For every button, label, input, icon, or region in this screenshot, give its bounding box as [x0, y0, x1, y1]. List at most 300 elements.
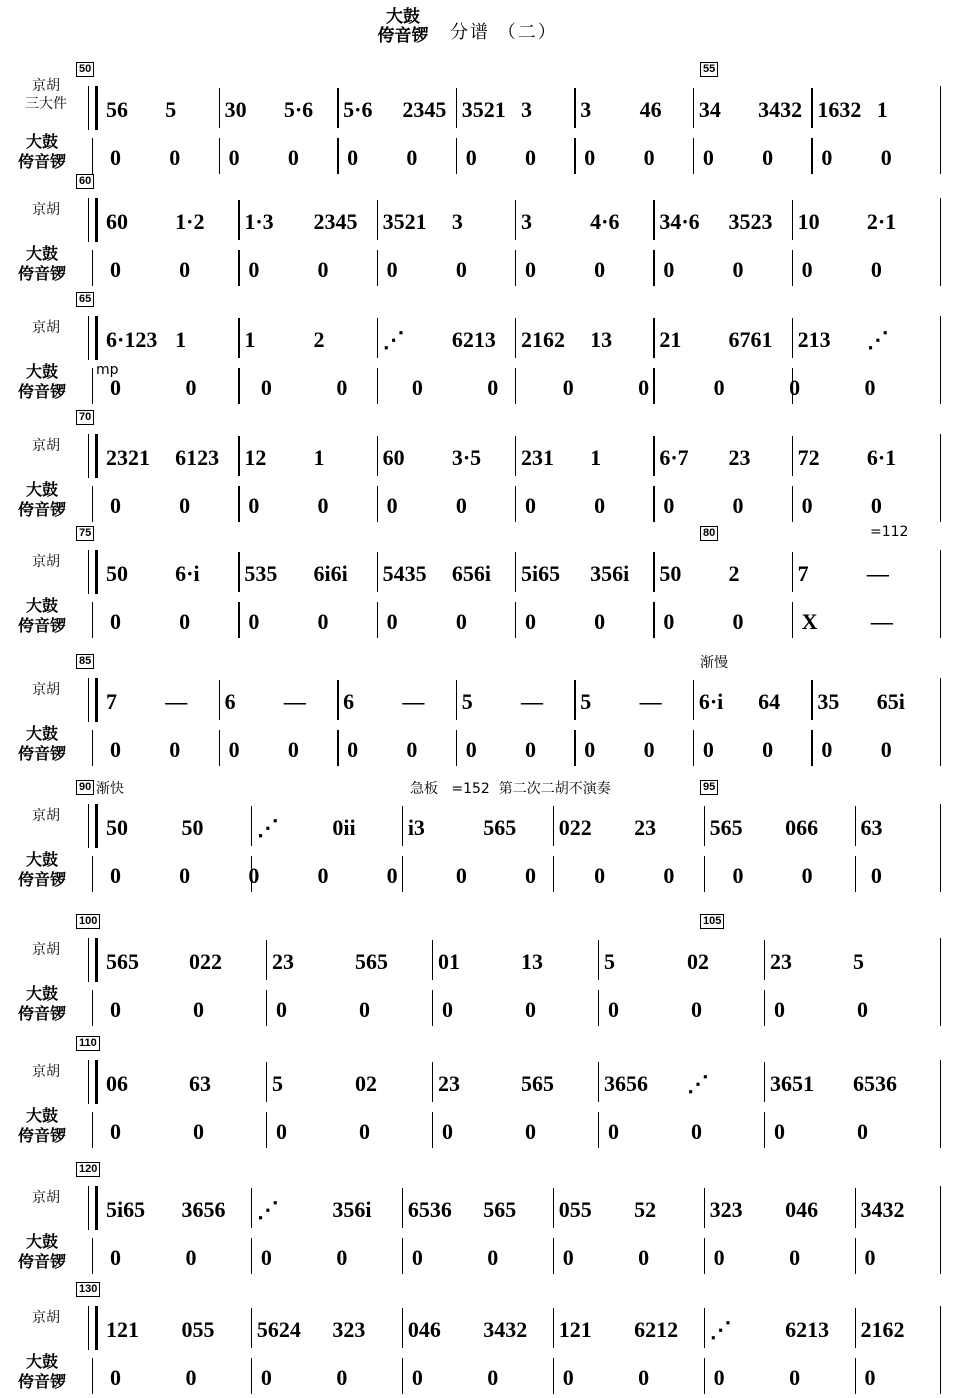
measure-barline — [704, 1238, 705, 1274]
title-badge-drum: 大鼓 — [386, 7, 420, 27]
measure-barline — [266, 1112, 267, 1148]
jianpu-note: 022 — [558, 815, 592, 840]
part-label-gong: 侉音锣 — [17, 870, 66, 889]
jianpu-note: 5 — [461, 689, 473, 714]
measure-barline — [855, 1358, 856, 1394]
measure-barline — [855, 806, 856, 846]
jianpu-note: 121 — [106, 1317, 139, 1342]
measure-barline — [238, 486, 239, 522]
measure-barline — [574, 730, 575, 766]
system-3 — [0, 290, 964, 408]
measure-number: 95 — [700, 780, 718, 795]
part-label-jinghu: 京胡 — [32, 78, 60, 94]
jianpu-note: 3651 — [770, 1071, 814, 1096]
jianpu-note: 022 — [189, 949, 222, 974]
jianpu-note: 56 — [106, 97, 128, 122]
part-label-drum: 大鼓 — [25, 724, 58, 743]
jianpu-note: 3 — [451, 209, 463, 234]
measure-barline — [251, 1238, 252, 1274]
system-2 — [0, 172, 964, 290]
measure-number: 65 — [76, 292, 94, 307]
percussion-note: 0 — [638, 375, 650, 400]
start-double-barline — [88, 316, 98, 360]
percussion-note: 0 — [442, 1119, 453, 1144]
percussion-note: 0 — [110, 493, 121, 518]
jianpu-note: 5i65 — [106, 1197, 146, 1222]
measure-barline — [219, 138, 220, 174]
percussion-note: 0 — [455, 863, 467, 888]
measure-barline — [811, 138, 812, 174]
percussion-note: 0 — [789, 375, 801, 400]
percussion-note: 0 — [732, 257, 744, 282]
staff-left-barline — [92, 1358, 93, 1394]
measure-barline — [764, 940, 765, 980]
percussion-note: 0 — [691, 1119, 702, 1144]
jianpu-note: 7 — [797, 561, 809, 586]
jianpu-note: 2162 — [860, 1317, 905, 1342]
jianpu-note: 1 — [244, 327, 256, 352]
percussion-note: 0 — [276, 997, 287, 1022]
measure-barline — [653, 200, 654, 240]
tempo-change-marking: 渐慢 — [700, 655, 728, 671]
jianpu-note: ⋰ — [256, 815, 279, 840]
staff-right-barline — [940, 198, 941, 286]
percussion-note: 0 — [762, 737, 774, 762]
jianpu-note: ⋰ — [709, 1317, 732, 1342]
jianpu-note: 6·i — [698, 689, 724, 714]
percussion-note: 0 — [774, 1119, 785, 1144]
measure-barline — [515, 486, 516, 522]
percussion-note: 0 — [248, 609, 260, 634]
jianpu-note: 6213 — [451, 327, 496, 352]
jianpu-note: 656i — [451, 561, 491, 586]
measure-barline — [456, 88, 457, 128]
measure-barline — [238, 200, 239, 240]
jianpu-note: 5 — [165, 97, 177, 122]
jianpu-note: 3 — [521, 209, 532, 234]
measure-number: 100 — [76, 914, 100, 929]
percussion-note: 0 — [663, 257, 675, 282]
measure-barline — [553, 856, 554, 892]
percussion-note: 0 — [411, 1365, 423, 1390]
percussion-note: 0 — [110, 997, 121, 1022]
percussion-note: 0 — [260, 375, 272, 400]
staff-left-barline — [92, 990, 93, 1026]
part-label-jinghu: 京胡 — [32, 682, 60, 698]
jianpu-note: — — [283, 689, 306, 714]
percussion-note: 0 — [228, 145, 240, 170]
system-9 — [0, 1034, 964, 1152]
percussion-note: 0 — [359, 997, 370, 1022]
percussion-note: 0 — [713, 1245, 725, 1270]
percussion-note: 0 — [864, 1245, 876, 1270]
title-badge-gong: 侉音锣 — [377, 26, 429, 46]
jianpu-note: 23 — [438, 1071, 460, 1096]
jianpu-note: 3 — [580, 97, 592, 122]
measure-barline — [764, 990, 765, 1026]
measure-barline — [251, 1358, 252, 1394]
part-label-drum: 大鼓 — [25, 132, 58, 151]
measure-barline — [598, 940, 599, 980]
measure-number: 90 — [76, 780, 94, 795]
part-label-gong: 侉音锣 — [17, 152, 66, 171]
measure-barline — [402, 1238, 403, 1274]
jianpu-note: 34·6 — [659, 209, 700, 234]
jianpu-note: 6·1 — [866, 445, 897, 470]
jianpu-note: 50 — [181, 815, 204, 840]
jianpu-note: 7 — [106, 689, 117, 714]
percussion-note: 0 — [110, 375, 121, 400]
part-label-jinghu: 京胡 — [32, 808, 60, 824]
measure-barline — [251, 1188, 252, 1228]
part-label-sandajian: 三大件 — [25, 96, 67, 112]
jianpu-note: 6i6i — [313, 561, 348, 586]
staff-left-barline — [92, 138, 93, 174]
start-double-barline — [88, 86, 98, 130]
percussion-note: 0 — [193, 1119, 204, 1144]
jianpu-note: 3432 — [483, 1317, 528, 1342]
part-label-drum: 大鼓 — [25, 1106, 58, 1125]
tempo-change-marking: 渐快 — [96, 781, 124, 797]
percussion-note: 0 — [864, 1365, 876, 1390]
measure-barline — [653, 602, 654, 638]
jianpu-note: 3523 — [728, 209, 773, 234]
page-title: 分谱 （二） — [450, 22, 558, 43]
measure-barline — [402, 1188, 403, 1228]
part-label-gong: 侉音锣 — [17, 264, 66, 283]
measure-barline — [553, 1358, 554, 1394]
jianpu-note: 565 — [106, 949, 139, 974]
jianpu-note: 6536 — [853, 1071, 897, 1096]
measure-barline — [266, 990, 267, 1026]
jianpu-note: 1 — [175, 327, 187, 352]
jianpu-note: 066 — [785, 815, 819, 840]
percussion-note: 0 — [562, 1365, 574, 1390]
system-7 — [0, 778, 964, 896]
measure-barline — [377, 552, 378, 592]
measure-barline — [266, 940, 267, 980]
measure-barline — [574, 138, 575, 174]
part-label-drum: 大鼓 — [25, 244, 58, 263]
start-double-barline — [88, 550, 98, 594]
measure-barline — [553, 1238, 554, 1274]
start-double-barline — [88, 1306, 98, 1350]
jianpu-note: ⋰ — [687, 1071, 709, 1096]
part-label-drum: 大鼓 — [25, 1232, 58, 1251]
staff-right-barline — [940, 678, 941, 766]
measure-barline — [855, 856, 856, 892]
jianpu-note: 3432 — [758, 97, 803, 122]
percussion-note: 0 — [638, 1365, 650, 1390]
percussion-note: 0 — [228, 737, 240, 762]
percussion-note: 0 — [487, 1245, 499, 1270]
measure-number: 80 — [700, 526, 718, 541]
percussion-note: 0 — [347, 145, 359, 170]
percussion-note: X — [801, 609, 818, 634]
measure-barline — [515, 552, 516, 592]
percussion-note: 0 — [110, 609, 121, 634]
measure-barline — [553, 1188, 554, 1228]
jianpu-note: 3521 — [382, 209, 427, 234]
measure-barline — [515, 368, 516, 404]
staff-left-barline — [92, 730, 93, 766]
jianpu-note: 2·1 — [866, 209, 897, 234]
measure-barline — [855, 1188, 856, 1228]
part-label-gong: 侉音锣 — [17, 1004, 66, 1023]
percussion-note: 0 — [411, 375, 423, 400]
percussion-note: 0 — [789, 1245, 801, 1270]
percussion-note: 0 — [110, 1119, 121, 1144]
percussion-note: 0 — [702, 737, 714, 762]
jianpu-note: 6212 — [634, 1317, 679, 1342]
part-label-gong: 侉音锣 — [17, 382, 66, 401]
measure-barline — [598, 1062, 599, 1102]
percussion-note: 0 — [248, 863, 260, 888]
percussion-note: 0 — [179, 863, 191, 888]
jianpu-note: 23 — [634, 815, 657, 840]
measure-number: 70 — [76, 410, 94, 425]
start-double-barline — [88, 198, 98, 242]
staff-left-barline — [92, 1112, 93, 1148]
jianpu-note: 6 — [343, 689, 355, 714]
measure-barline — [811, 680, 812, 720]
jianpu-note: 5 — [272, 1071, 283, 1096]
percussion-note: 0 — [317, 257, 329, 282]
percussion-note: 0 — [880, 145, 892, 170]
percussion-note: 0 — [594, 863, 606, 888]
jianpu-note: 50 — [659, 561, 682, 586]
percussion-note: 0 — [276, 1119, 287, 1144]
system-11 — [0, 1280, 964, 1398]
percussion-note: 0 — [406, 145, 418, 170]
jianpu-note: 565 — [483, 1197, 517, 1222]
percussion-note: 0 — [185, 1245, 197, 1270]
percussion-note: 0 — [643, 737, 655, 762]
part-label-gong: 侉音锣 — [17, 616, 66, 635]
percussion-note: 0 — [386, 493, 398, 518]
tempo-marking: 急板 =152 第二次二胡不演奏 — [410, 781, 611, 797]
jianpu-note: 60 — [382, 445, 405, 470]
system-1 — [0, 60, 964, 178]
jianpu-note: 323 — [709, 1197, 743, 1222]
measure-barline — [653, 436, 654, 476]
percussion-note: 0 — [179, 609, 191, 634]
measure-barline — [337, 88, 338, 128]
staff-right-barline — [940, 550, 941, 638]
jianpu-note: 64 — [758, 689, 781, 714]
jianpu-note: 72 — [797, 445, 820, 470]
percussion-note: 0 — [110, 145, 121, 170]
measure-barline — [377, 486, 378, 522]
measure-barline — [377, 602, 378, 638]
percussion-note: 0 — [185, 1365, 197, 1390]
percussion-note: 0 — [317, 609, 329, 634]
jianpu-note: 50 — [106, 815, 128, 840]
jianpu-note: 6·i — [175, 561, 200, 586]
percussion-note: 0 — [386, 609, 398, 634]
percussion-note: 0 — [584, 145, 596, 170]
measure-barline — [792, 436, 793, 476]
jianpu-note: 1632 — [817, 97, 862, 122]
jianpu-note: 46 — [639, 97, 662, 122]
measure-barline — [855, 1238, 856, 1274]
jianpu-note: 3656 — [181, 1197, 226, 1222]
jianpu-note: 5 — [604, 949, 615, 974]
percussion-note: 0 — [442, 997, 453, 1022]
measure-number: 110 — [76, 1036, 100, 1051]
measure-barline — [792, 200, 793, 240]
measure-barline — [432, 940, 433, 980]
percussion-note: 0 — [317, 493, 329, 518]
percussion-note: 0 — [455, 493, 467, 518]
percussion-note: 0 — [347, 737, 359, 762]
percussion-note: 0 — [487, 375, 499, 400]
percussion-note: 0 — [179, 257, 191, 282]
measure-barline — [653, 250, 654, 286]
percussion-note: 0 — [287, 737, 299, 762]
percussion-note: 0 — [336, 375, 348, 400]
measure-barline — [456, 680, 457, 720]
jianpu-note: i3 — [407, 815, 425, 840]
jianpu-note: ⋰ — [382, 327, 405, 352]
jianpu-note: 1 — [590, 445, 602, 470]
jianpu-note: 2345 — [313, 209, 358, 234]
measure-barline — [219, 680, 220, 720]
jianpu-note: 535 — [244, 561, 278, 586]
jianpu-note: 356i — [332, 1197, 372, 1222]
jianpu-note: 6 — [224, 689, 236, 714]
percussion-note: 0 — [406, 737, 418, 762]
jianpu-note: 30 — [224, 97, 247, 122]
title-block — [360, 4, 620, 54]
dynamic-marking: mp — [96, 362, 119, 378]
percussion-note: 0 — [260, 1245, 272, 1270]
measure-barline — [515, 602, 516, 638]
jianpu-note: ⋰ — [256, 1197, 279, 1222]
percussion-note: 0 — [870, 493, 882, 518]
system-5 — [0, 524, 964, 642]
measure-barline — [553, 806, 554, 846]
measure-barline — [792, 552, 793, 592]
measure-barline — [574, 88, 575, 128]
jianpu-note: 6123 — [175, 445, 220, 470]
jianpu-note: 2 — [728, 561, 740, 586]
jianpu-note: 3521 — [461, 97, 506, 122]
jianpu-note: 63 — [189, 1071, 211, 1096]
percussion-note: 0 — [801, 257, 813, 282]
measure-barline — [811, 730, 812, 766]
jianpu-note: 13 — [521, 949, 543, 974]
percussion-note: 0 — [821, 737, 833, 762]
part-label-gong: 侉音锣 — [17, 500, 66, 519]
part-label-jinghu: 京胡 — [32, 202, 60, 218]
percussion-note: 0 — [525, 997, 536, 1022]
jianpu-note: 10 — [797, 209, 820, 234]
percussion-note: 0 — [870, 863, 882, 888]
measure-barline — [515, 436, 516, 476]
percussion-note: 0 — [774, 997, 785, 1022]
percussion-note: 0 — [857, 1119, 868, 1144]
system-6 — [0, 652, 964, 770]
percussion-note: 0 — [525, 737, 536, 762]
percussion-note: 0 — [110, 863, 121, 888]
part-label-drum: 大鼓 — [25, 596, 58, 615]
start-double-barline — [88, 1060, 98, 1104]
measure-barline — [266, 1062, 267, 1102]
staff-right-barline — [940, 1060, 941, 1148]
percussion-note: 0 — [594, 493, 606, 518]
percussion-note: 0 — [411, 1245, 423, 1270]
percussion-note: 0 — [562, 375, 574, 400]
measure-number: 75 — [76, 526, 94, 541]
measure-barline — [251, 806, 252, 846]
measure-barline — [377, 250, 378, 286]
jianpu-note: 23 — [770, 949, 792, 974]
measure-barline — [238, 250, 239, 286]
percussion-note: 0 — [386, 863, 398, 888]
percussion-note: 0 — [386, 257, 398, 282]
jianpu-note: — — [639, 689, 662, 714]
percussion-note: 0 — [110, 257, 121, 282]
measure-barline — [598, 990, 599, 1026]
measure-barline — [553, 1308, 554, 1348]
percussion-note: 0 — [248, 493, 260, 518]
percussion-note: 0 — [864, 375, 876, 400]
measure-barline — [653, 368, 654, 404]
percussion-note: 0 — [193, 997, 204, 1022]
measure-barline — [764, 1062, 765, 1102]
percussion-note: 0 — [608, 997, 619, 1022]
measure-barline — [238, 602, 239, 638]
jianpu-note: — — [521, 689, 543, 714]
measure-barline — [693, 680, 694, 720]
jianpu-note: 323 — [332, 1317, 366, 1342]
jianpu-note: — — [866, 561, 889, 586]
measure-barline — [704, 806, 705, 846]
percussion-note: 0 — [594, 609, 606, 634]
percussion-note: 0 — [110, 1245, 121, 1270]
part-label-gong: 侉音锣 — [17, 744, 66, 763]
percussion-note: 0 — [110, 1365, 121, 1390]
measure-barline — [219, 730, 220, 766]
percussion-note: 0 — [465, 145, 477, 170]
percussion-note: 0 — [562, 1245, 574, 1270]
percussion-note: — — [870, 609, 893, 634]
jianpu-note: 6213 — [785, 1317, 830, 1342]
tempo-marking: =112 — [870, 524, 909, 540]
jianpu-note: 565 — [483, 815, 517, 840]
system-8 — [0, 912, 964, 1030]
system-10 — [0, 1160, 964, 1278]
measure-barline — [792, 486, 793, 522]
jianpu-note: 6·123 — [106, 327, 158, 352]
percussion-note: 0 — [821, 145, 833, 170]
percussion-note: 0 — [584, 737, 596, 762]
staff-left-barline — [92, 486, 93, 522]
jianpu-note: 565 — [355, 949, 388, 974]
measure-barline — [337, 138, 338, 174]
staff-right-barline — [940, 86, 941, 174]
measure-barline — [792, 250, 793, 286]
percussion-note: 0 — [713, 375, 725, 400]
measure-barline — [598, 1112, 599, 1148]
percussion-note: 0 — [857, 997, 868, 1022]
percussion-note: 0 — [336, 1365, 348, 1390]
measure-number: 50 — [76, 62, 94, 77]
staff-left-barline — [92, 250, 93, 286]
jianpu-note: — — [402, 689, 425, 714]
start-double-barline — [88, 938, 98, 982]
